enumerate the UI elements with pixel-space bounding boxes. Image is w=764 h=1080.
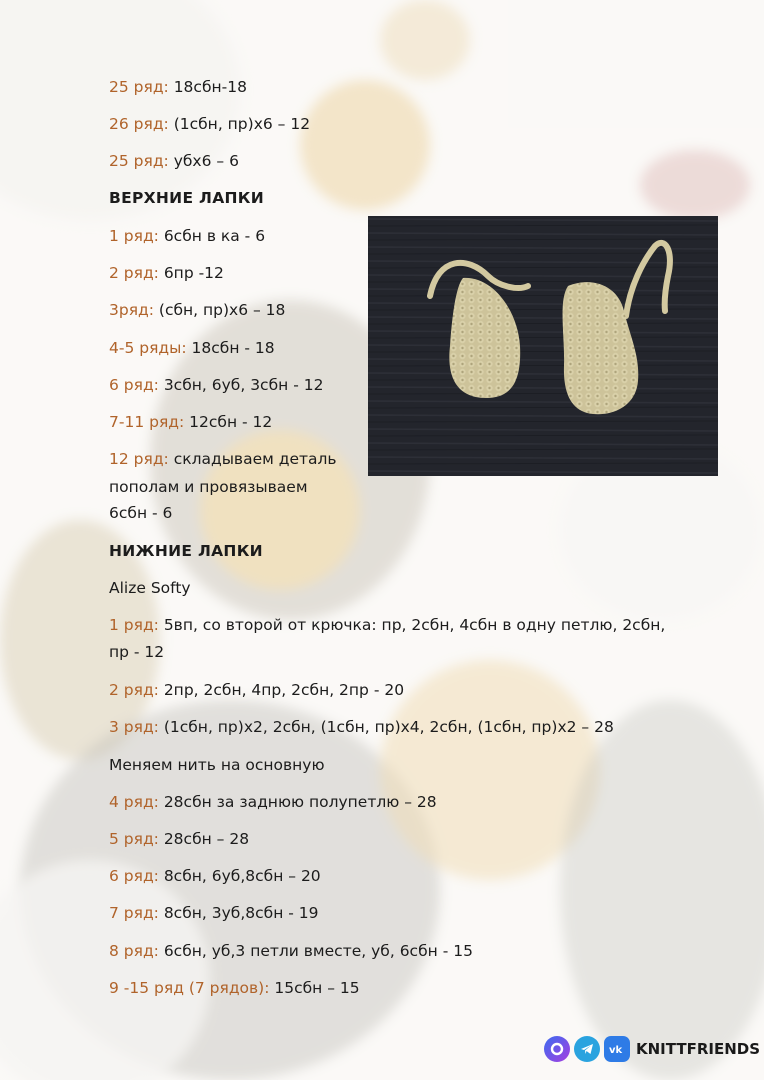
crochet-paws-image bbox=[368, 216, 718, 476]
upper-paws-heading: ВЕРХНИЕ ЛАПКИ bbox=[109, 189, 265, 207]
row-text: 28сбн за заднюю полупетлю – 28 bbox=[158, 793, 437, 811]
max-icon[interactable] bbox=[544, 1036, 570, 1062]
lower-row-3 bbox=[109, 717, 614, 737]
row-text: убх6 – 6 bbox=[168, 152, 239, 170]
row-text: 15сбн – 15 bbox=[269, 979, 360, 997]
row-text: 5вп, со второй от крючка: пр, 2сбн, 4сбн в одну петлю, 2сбн, bbox=[158, 616, 666, 634]
row-label: 2 ряд: bbox=[109, 264, 159, 282]
brand-name[interactable]: KNITTFRIENDS bbox=[636, 1040, 760, 1058]
row-label: 9 -15 ряд (7 рядов): bbox=[109, 979, 270, 997]
lower-row-9-15 bbox=[109, 978, 360, 998]
upper-row-12-line2: пополам и провязываем bbox=[109, 478, 308, 496]
row-text: 18сбн-18 bbox=[168, 78, 247, 96]
upper-row-12-line3: 6сбн - 6 bbox=[109, 504, 173, 522]
telegram-icon[interactable] bbox=[574, 1036, 600, 1062]
row-label: 6 ряд: bbox=[109, 867, 159, 885]
row-label: 7-11 ряд: bbox=[109, 413, 185, 431]
yarn-name: Alize Softy bbox=[109, 579, 191, 597]
lower-row-1-line2: пр - 12 bbox=[109, 643, 165, 661]
lower-row-4 bbox=[109, 792, 437, 812]
row-label: 1 ряд: bbox=[109, 616, 159, 634]
upper-row-7-11 bbox=[109, 412, 272, 432]
paws-photo bbox=[368, 216, 718, 476]
row-text: складываем деталь bbox=[168, 450, 337, 468]
upper-row-12 bbox=[109, 449, 337, 469]
row-text: 6сбн, уб,3 петли вместе, уб, 6сбн - 15 bbox=[158, 942, 473, 960]
lower-row-6 bbox=[109, 866, 321, 886]
row-25-decrease bbox=[109, 151, 239, 171]
row-text: 3сбн, 6уб, 3сбн - 12 bbox=[158, 376, 324, 394]
row-text: 28сбн – 28 bbox=[158, 830, 250, 848]
yarn-change-note: Меняем нить на основную bbox=[109, 756, 325, 774]
row-text: 18сбн - 18 bbox=[186, 339, 275, 357]
lower-row-1 bbox=[109, 615, 665, 635]
row-label: 8 ряд: bbox=[109, 942, 159, 960]
upper-row-1 bbox=[109, 226, 265, 246]
vk-icon[interactable] bbox=[604, 1036, 630, 1062]
row-label: 25 ряд: bbox=[109, 78, 169, 96]
row-text: (1сбн, пр)х6 – 12 bbox=[168, 115, 311, 133]
row-text: 8сбн, 3уб,8сбн - 19 bbox=[158, 904, 319, 922]
lower-paws-heading: НИЖНИЕ ЛАПКИ bbox=[109, 542, 263, 560]
row-label: 7 ряд: bbox=[109, 904, 159, 922]
row-text: (1сбн, пр)х2, 2сбн, (1сбн, пр)х4, 2сбн, (1сбн, пр)х2 – 28 bbox=[158, 718, 614, 736]
row-text: 12сбн - 12 bbox=[184, 413, 273, 431]
svg-text:vk: vk bbox=[609, 1045, 623, 1055]
lower-row-5 bbox=[109, 829, 249, 849]
row-text: 6сбн в ка - 6 bbox=[158, 227, 266, 245]
row-label: 25 ряд: bbox=[109, 152, 169, 170]
row-label: 5 ряд: bbox=[109, 830, 159, 848]
upper-row-2 bbox=[109, 263, 224, 283]
row-label: 2 ряд: bbox=[109, 681, 159, 699]
row-label: 3 ряд: bbox=[109, 718, 159, 736]
footer-brand bbox=[544, 1036, 760, 1062]
row-label: 12 ряд: bbox=[109, 450, 169, 468]
row-text: 2пр, 2сбн, 4пр, 2сбн, 2пр - 20 bbox=[158, 681, 405, 699]
upper-row-6 bbox=[109, 375, 323, 395]
row-25 bbox=[109, 77, 247, 97]
row-text: 6пр -12 bbox=[158, 264, 224, 282]
lower-row-8 bbox=[109, 941, 473, 961]
row-26 bbox=[109, 114, 310, 134]
row-label: 3ряд: bbox=[109, 301, 154, 319]
lower-row-2 bbox=[109, 680, 404, 700]
row-label: 6 ряд: bbox=[109, 376, 159, 394]
row-label: 1 ряд: bbox=[109, 227, 159, 245]
row-label: 4 ряд: bbox=[109, 793, 159, 811]
lower-row-7 bbox=[109, 903, 319, 923]
row-label: 26 ряд: bbox=[109, 115, 169, 133]
upper-row-4-5 bbox=[109, 338, 275, 358]
row-label: 4-5 ряды: bbox=[109, 339, 187, 357]
upper-row-3 bbox=[109, 300, 285, 320]
row-text: 8сбн, 6уб,8сбн – 20 bbox=[158, 867, 321, 885]
row-text: (сбн, пр)х6 – 18 bbox=[153, 301, 286, 319]
